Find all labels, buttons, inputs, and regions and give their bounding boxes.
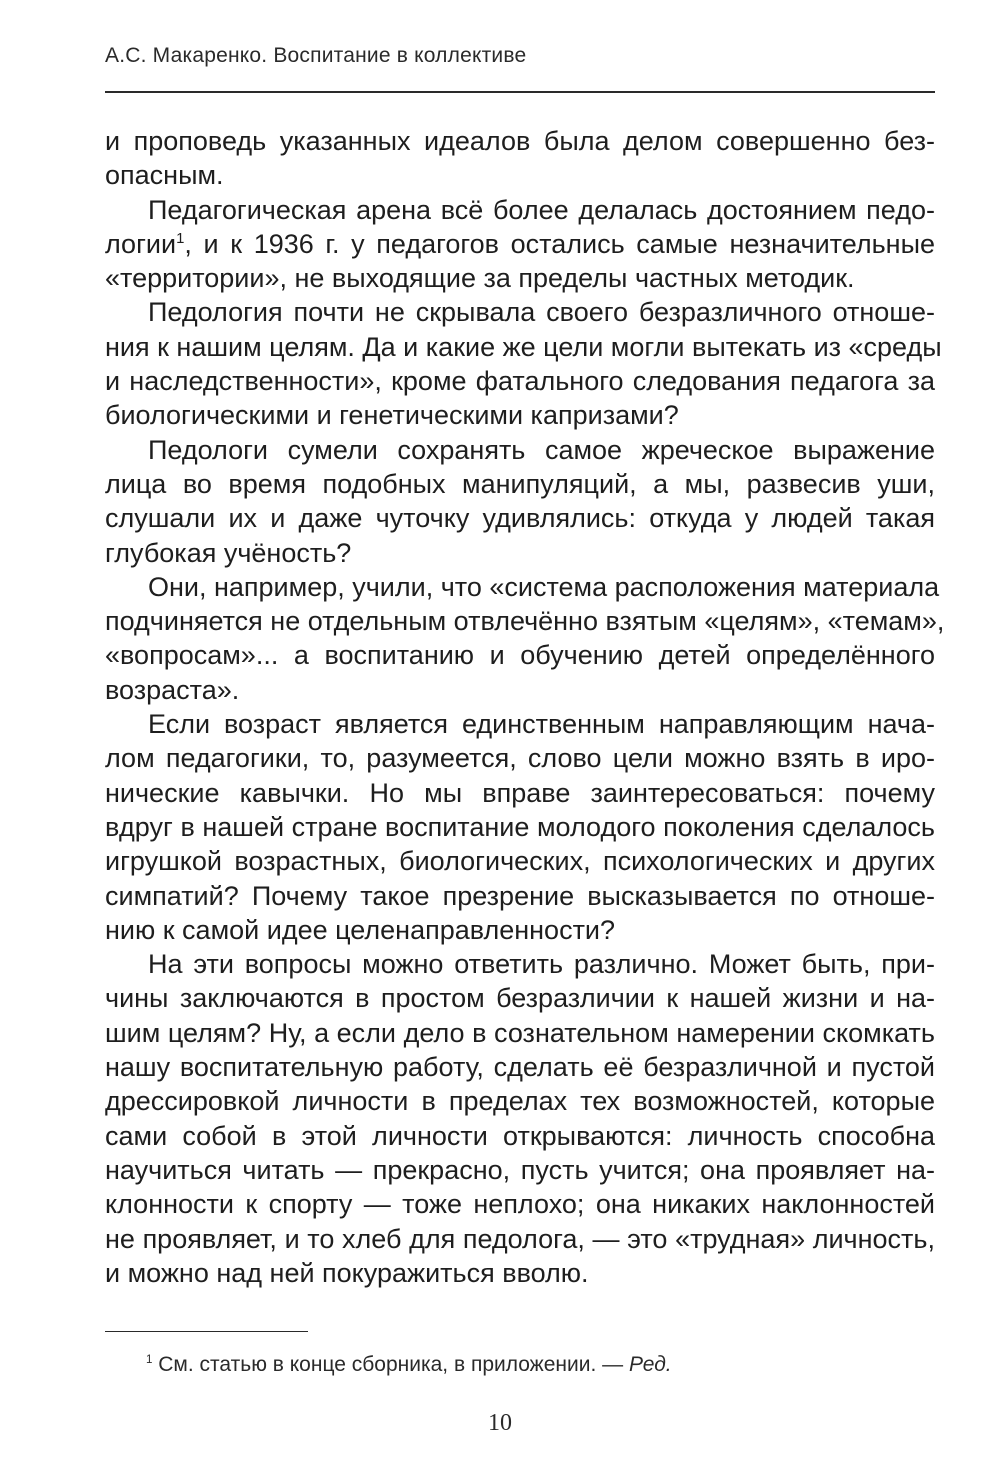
text-line: Если возраст является единственным направляющим нача-: [148, 709, 935, 740]
footnote: [146, 1353, 672, 1377]
text-line: «территории», не выходящие за пределы частных методик.: [105, 263, 855, 294]
text-line: «вопросам»... а воспитанию и обучению детей определённого: [105, 640, 935, 671]
text-line: биологическими и генетическими капризами?: [105, 400, 679, 431]
page-number: 10: [488, 1410, 512, 1436]
footnote-source: Ред.: [628, 1353, 672, 1376]
text-line: дрессировкой личности в пределах тех возможностей, которые: [105, 1086, 935, 1117]
text-line: вдруг в нашей стране воспитание молодого поколения сделалось: [105, 811, 935, 842]
text-line: и можно над ней покуражиться вволю.: [105, 1257, 589, 1288]
text-line: опасным.: [105, 160, 224, 191]
text-line: ния к нашим целям. Да и какие же цели могли вытекать из «среды: [105, 331, 942, 362]
text-line: нашу воспитательную работу, сделать её безразличной и пустой: [105, 1052, 935, 1083]
text-line: слушали их и даже чуточку удивлялись: откуда у людей такая: [105, 503, 935, 534]
text-line: Педагогическая арена всё более делалась достоянием педо-: [148, 194, 935, 225]
text-line: возраста».: [105, 674, 240, 705]
text-line: и наследственности», кроме фатального следования педагога за: [105, 366, 935, 397]
text-line: симпатий? Почему такое презрение высказывается по отноше-: [105, 880, 935, 911]
text-fragment: логии: [105, 228, 177, 259]
text-line: [105, 227, 935, 261]
running-header: А.С. Макаренко. Воспитание в коллективе: [105, 44, 527, 67]
footnote-marker: 1: [146, 1354, 153, 1366]
text-line: игрушкой возрастных, биологических, психологических и других: [105, 846, 935, 877]
text-line: сами собой в этой личности открываются: личность способна: [105, 1120, 935, 1151]
text-line: чины заключаются в простом безразличии к нашей жизни и на-: [105, 983, 935, 1014]
text-line: глубокая учёность?: [105, 537, 352, 568]
text-line: не проявляет, и то хлеб для педолога, — это «трудная» личность,: [105, 1223, 935, 1254]
text-line: и проповедь указанных идеалов была делом совершенно без-: [105, 126, 935, 156]
header-rule: [105, 91, 935, 93]
footnote-text: См. статью в конце сборника, в приложении. —: [152, 1353, 629, 1376]
footnote-ref: 1: [176, 230, 185, 247]
text-line: подчиняется не отдельным отвлечённо взятым «целям», «темам»,: [105, 606, 945, 637]
text-line: лица во время подобных манипуляций, а мы, развесив уши,: [105, 468, 935, 499]
footnote-rule: [105, 1331, 308, 1332]
text-fragment: , и к 1936 г. у педагогов остались самые незначительные: [184, 228, 935, 259]
text-line: нию к самой идее целенаправленности?: [105, 914, 616, 945]
text-line: лом педагогики, то, разумеется, слово цели можно взять в иро-: [105, 743, 935, 774]
text-line: Педология почти не скрывала своего безразличного отноше-: [148, 297, 935, 328]
body-text: [105, 124, 945, 1290]
text-line: На эти вопросы можно ответить различно. Может быть, при-: [148, 949, 935, 980]
text-line: клонности к спорту — тоже неплохо; она никаких наклонностей: [105, 1189, 935, 1220]
text-line: научиться читать — прекрасно, пусть учится; она проявляет на-: [105, 1154, 935, 1185]
text-line: Они, например, учили, что «система расположения материала: [148, 571, 940, 602]
text-line: Педологи сумели сохранять самое жреческое выражение: [148, 434, 935, 465]
text-line: шим целям? Ну, а если дело в сознательном намерении скомкать: [105, 1017, 935, 1048]
text-line: нические кавычки. Но мы вправе заинтересоваться: почему: [105, 777, 935, 808]
